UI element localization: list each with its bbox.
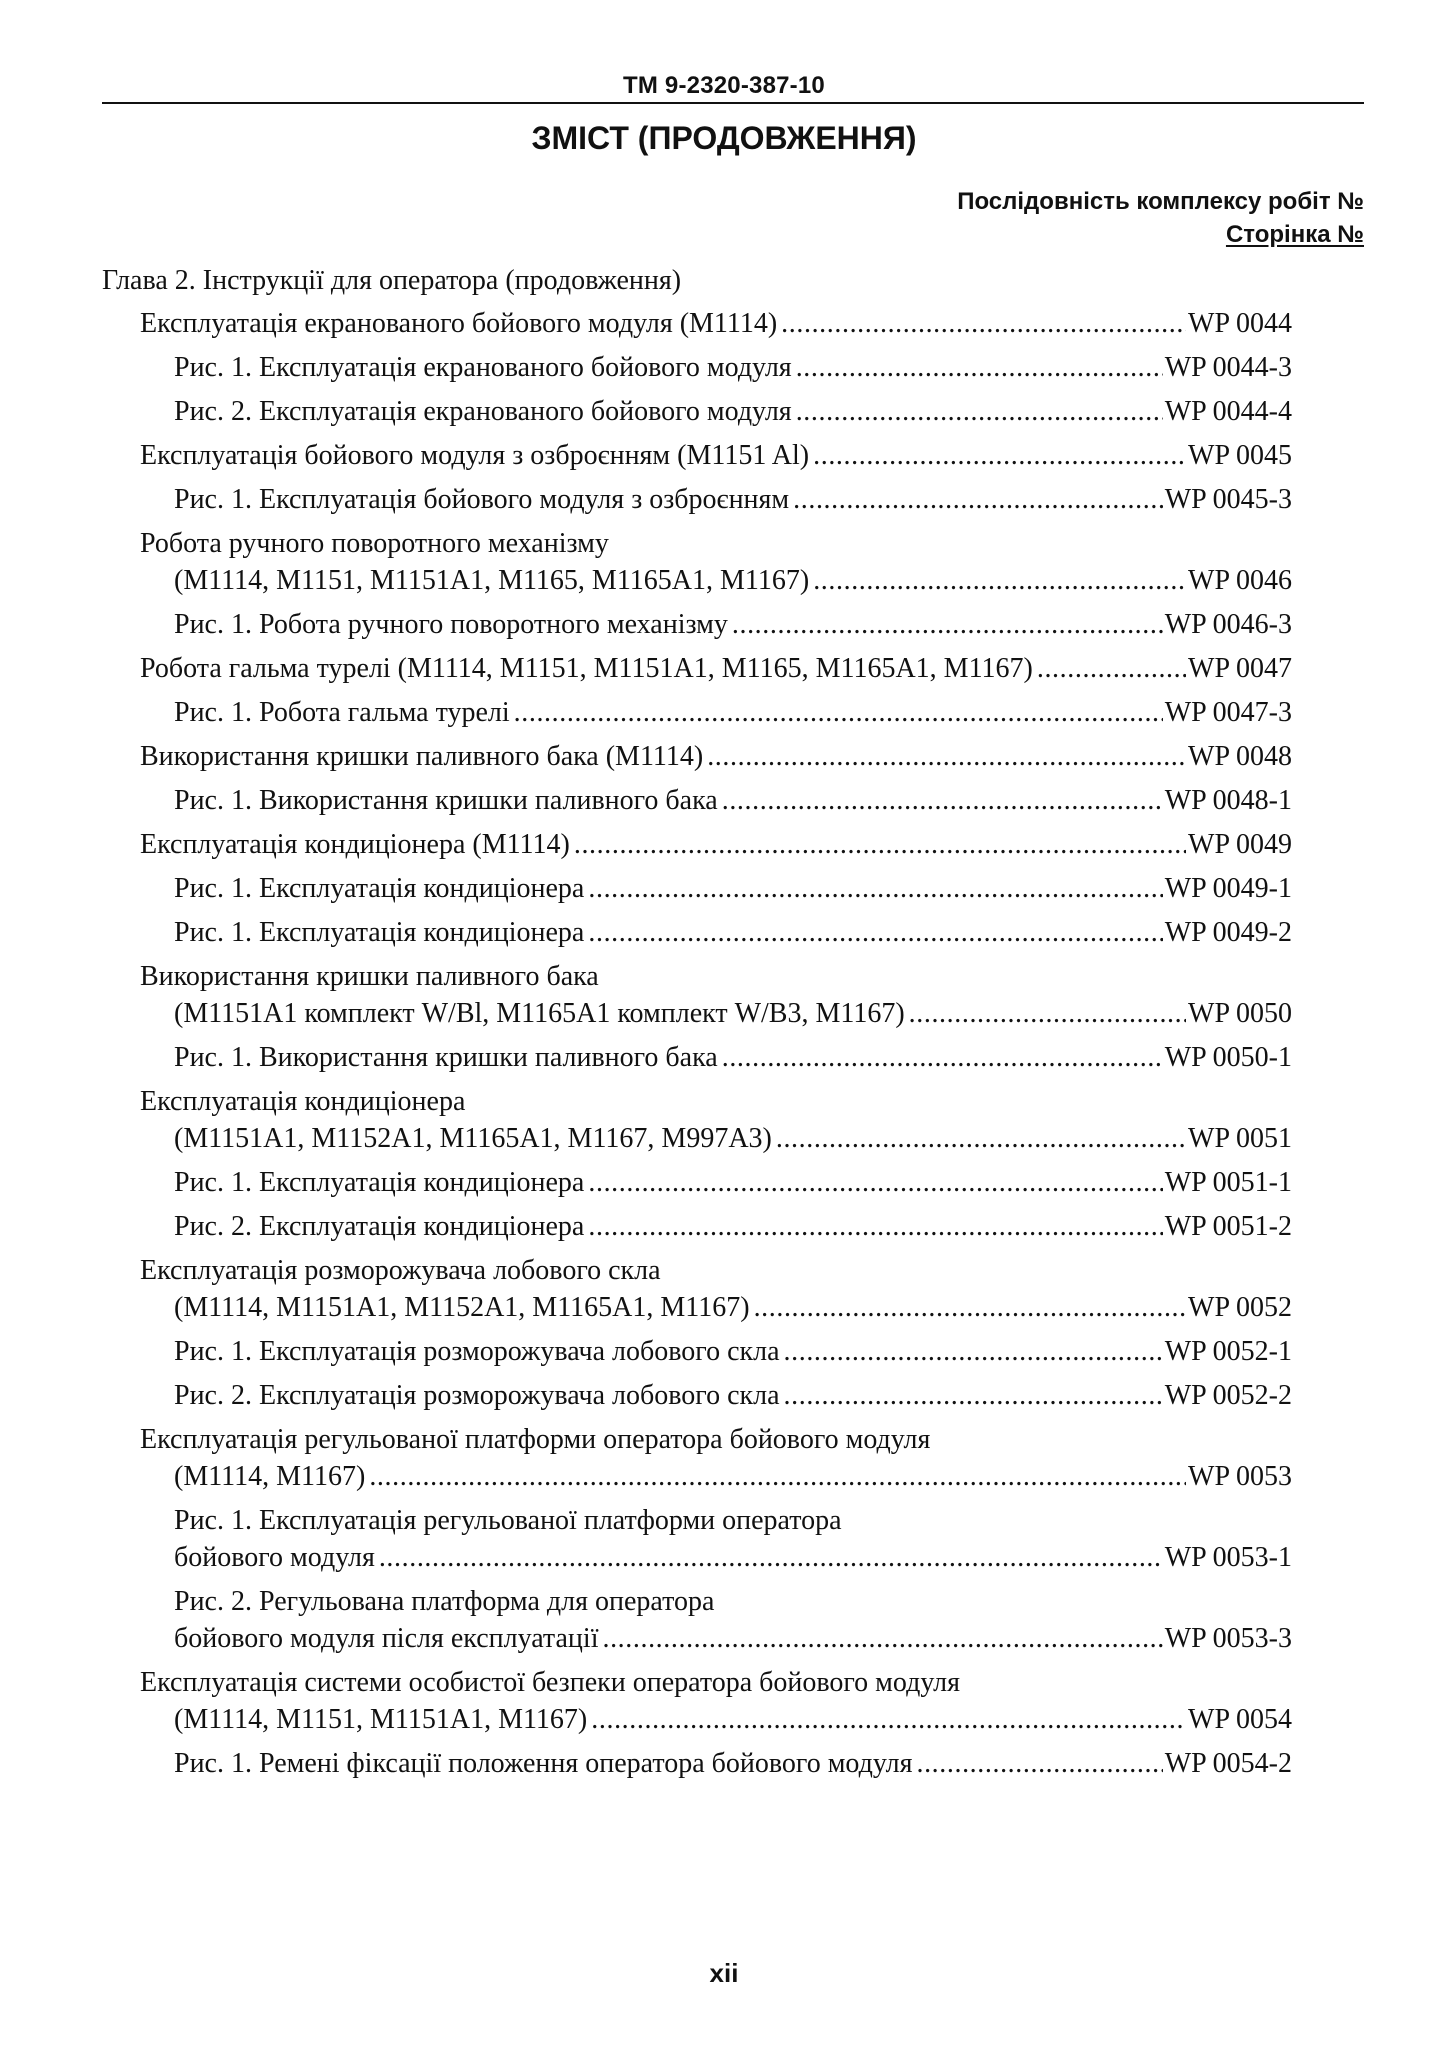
work-package-ref: WP 0048 [1188,741,1292,772]
toc-figure-entry [102,1208,1292,1245]
work-package-ref: WP 0053-1 [1164,1542,1292,1573]
toc-figure-entry [102,1039,1292,1076]
work-package-ref: WP 0045-3 [1164,484,1292,515]
dot-leader [707,738,1186,775]
toc-entry [102,525,1292,599]
toc-entry-title: Рис. 2. Експлуатація екранованого бойового модуля [174,396,792,427]
toc-entry-line [140,1701,1292,1738]
toc-entry-title: Робота гальма турелі (M1114, M1151, M1151A1, M1165, M1165A1, M1167) [140,653,1033,684]
toc-entry-line [140,738,1292,775]
toc-entry [102,826,1292,863]
toc-entry-line [174,1333,1292,1370]
document-number: TM 9-2320-387-10 [623,72,825,99]
work-package-ref: WP 0053 [1188,1461,1292,1492]
toc-entry-title: (M1151A1, M1152A1, M1165A1, M1167, M997A3) [174,1123,772,1154]
toc-entry [102,1664,1292,1738]
toc-entry-line [140,437,1292,474]
work-package-ref: WP 0046-3 [1164,609,1292,640]
work-package-ref: WP 0053-3 [1164,1623,1292,1654]
dot-leader [722,782,1163,819]
column-header-page: Сторінка № [1225,221,1364,248]
toc-entry-line [174,1039,1292,1076]
toc-figure-entry [102,914,1292,951]
toc-figure-entry [102,870,1292,907]
header-rule [102,102,1364,104]
toc-entry-title: Рис. 1. Експлуатація кондиціонера [174,917,585,948]
dot-leader [588,1164,1162,1201]
toc-entry-title: Рис. 1. Робота ручного поворотного механізму [174,609,728,640]
toc-figure-entry [102,481,1292,518]
work-package-ref: WP 0044-3 [1164,352,1292,383]
toc-entry-title: Рис. 1. Робота гальма турелі [174,697,510,728]
toc-entry [102,738,1292,775]
dot-leader [776,1120,1186,1157]
table-of-contents [102,262,1292,1789]
toc-entry-title: (M1114, M1167) [174,1461,366,1492]
work-package-ref: WP 0054-2 [1164,1748,1292,1779]
dot-leader [796,393,1163,430]
toc-entry-title: Рис. 1. Використання кришки паливного бака [174,1042,718,1073]
toc-entry-title-line: Експлуатація регульованої платформи оператора бойового модуля [140,1424,931,1455]
toc-entry [102,305,1292,342]
dot-leader [784,1333,1163,1370]
work-package-ref: WP 0049 [1188,829,1292,860]
toc-entry-line [174,393,1292,430]
toc-entry-line [140,305,1292,342]
toc-figure-entry [102,1377,1292,1414]
page-title: ЗМІСТ (ПРОДОВЖЕННЯ) [531,120,917,156]
work-package-ref: WP 0051-2 [1164,1211,1292,1242]
toc-entry-title-line: Робота ручного поворотного механізму [140,528,609,559]
dot-leader [588,870,1162,907]
toc-entry-title: Експлуатація бойового модуля з озброєнням (M1151 Al) [140,440,810,471]
work-package-ref: WP 0052 [1188,1292,1292,1323]
toc-figure-entry [102,694,1292,731]
toc-entry-title: Рис. 2. Експлуатація кондиціонера [174,1211,585,1242]
toc-entry [102,437,1292,474]
toc-entry-title-line: Рис. 1. Експлуатація регульованої платформи оператора [174,1505,842,1536]
work-package-ref: WP 0045 [1188,440,1292,471]
toc-entry-line [174,694,1292,731]
dot-leader [793,481,1163,518]
page-number: xii [709,1958,739,1988]
dot-leader [588,914,1162,951]
toc-entry-line [174,1745,1292,1782]
toc-figure-entry [102,782,1292,819]
toc-entry-line [174,870,1292,907]
toc-entry [102,650,1292,687]
toc-entry-title: Експлуатація екранованого бойового модуля (M1114) [140,308,778,339]
toc-entry-title: Рис. 1. Ремені фіксації положення оператора бойового модуля [174,1748,913,1779]
work-package-ref: WP 0049-2 [1164,917,1292,948]
work-package-ref: WP 0050-1 [1164,1042,1292,1073]
dot-leader [813,562,1186,599]
toc-entry-line [174,1539,1292,1576]
dot-leader [574,826,1186,863]
work-package-ref: WP 0044 [1188,308,1292,339]
toc-entry-title: Використання кришки паливного бака (M1114) [140,741,704,772]
dot-leader [781,305,1186,342]
chapter-heading: Глава 2. Інструкції для оператора (продовження) [102,265,682,296]
work-package-ref: WP 0047 [1188,653,1292,684]
dot-leader [909,995,1186,1032]
toc-entry-title: бойового модуля [174,1542,375,1573]
dot-leader [514,694,1163,731]
toc-entry [102,1421,1292,1495]
toc-entry-title-line: Експлуатація кондиціонера [140,1086,466,1117]
dot-leader [379,1539,1163,1576]
toc-entries [102,305,1292,1782]
toc-entry-title: Рис. 2. Експлуатація розморожувача лобового скла [174,1380,780,1411]
toc-entry-title: Рис. 1. Використання кришки паливного бака [174,785,718,816]
toc-figure-entry [102,606,1292,643]
toc-entry-line [174,782,1292,819]
toc-figure-entry [102,1502,1292,1576]
toc-entry-title: (M1151A1 комплект W/Bl, M1165A1 комплект W/B3, M1167) [174,998,905,1029]
toc-entry-title: бойового модуля після експлуатації [174,1623,599,1654]
dot-leader [796,349,1163,386]
toc-entry-title: (M1114, M1151, M1151A1, M1167) [174,1704,588,1735]
toc-entry-title: (M1114, M1151A1, M1152A1, M1165A1, M1167) [174,1292,750,1323]
toc-entry-line [140,562,1292,599]
toc-entry [102,1083,1292,1157]
toc-entry-title-line: Рис. 2. Регульована платформа для оператора [174,1586,715,1617]
toc-entry-title: Рис. 1. Експлуатація кондиціонера [174,1167,585,1198]
dot-leader [588,1208,1162,1245]
toc-entry-title: Рис. 1. Експлуатація екранованого бойового модуля [174,352,792,383]
toc-entry-title-line: Використання кришки паливного бака [140,961,599,992]
work-package-ref: WP 0044-4 [1164,396,1292,427]
dot-leader [784,1377,1163,1414]
toc-figure-entry [102,1333,1292,1370]
toc-entry-line [174,1208,1292,1245]
toc-entry-line [174,349,1292,386]
work-package-ref: WP 0046 [1188,565,1292,596]
toc-entry-line [140,826,1292,863]
toc-entry-title: Рис. 1. Експлуатація розморожувача лобового скла [174,1336,780,1367]
toc-figure-entry [102,349,1292,386]
toc-entry-line [140,1120,1292,1157]
toc-entry-line [174,481,1292,518]
work-package-ref: WP 0052-1 [1164,1336,1292,1367]
toc-figure-entry [102,1164,1292,1201]
toc-entry-title: (M1114, M1151, M1151A1, M1165, M1165A1, M1167) [174,565,810,596]
toc-entry-line [174,1620,1292,1657]
toc-entry-title: Рис. 1. Експлуатація кондиціонера [174,873,585,904]
toc-entry-title: Рис. 1. Експлуатація бойового модуля з озброєнням [174,484,790,515]
toc-entry-title-line: Експлуатація системи особистої безпеки оператора бойового модуля [140,1667,960,1698]
toc-entry [102,1252,1292,1326]
toc-entry-line [174,606,1292,643]
toc-entry [102,958,1292,1032]
toc-figure-entry [102,1583,1292,1657]
work-package-ref: WP 0052-2 [1164,1380,1292,1411]
work-package-ref: WP 0051-1 [1164,1167,1292,1198]
dot-leader [732,606,1163,643]
toc-entry-line [174,914,1292,951]
work-package-ref: WP 0049-1 [1164,873,1292,904]
dot-leader [813,437,1186,474]
toc-entry-line [140,1289,1292,1326]
toc-entry-line [140,995,1292,1032]
toc-figure-entry [102,393,1292,430]
toc-figure-entry [102,1745,1292,1782]
toc-entry-line [174,1164,1292,1201]
toc-entry-title: Експлуатація кондиціонера (M1114) [140,829,570,860]
work-package-ref: WP 0051 [1188,1123,1292,1154]
dot-leader [602,1620,1162,1657]
column-header-work-package: Послідовність комплексу робіт № [957,188,1364,215]
dot-leader [591,1701,1186,1738]
toc-entry-line [174,1377,1292,1414]
work-package-ref: WP 0047-3 [1164,697,1292,728]
dot-leader [1037,650,1186,687]
dot-leader [722,1039,1163,1076]
dot-leader [916,1745,1162,1782]
work-package-ref: WP 0054 [1188,1704,1292,1735]
work-package-ref: WP 0050 [1188,998,1292,1029]
dot-leader [369,1458,1186,1495]
toc-entry-title-line: Експлуатація розморожувача лобового скла [140,1255,661,1286]
dot-leader [754,1289,1186,1326]
work-package-ref: WP 0048-1 [1164,785,1292,816]
toc-entry-line [140,650,1292,687]
toc-entry-line [140,1458,1292,1495]
